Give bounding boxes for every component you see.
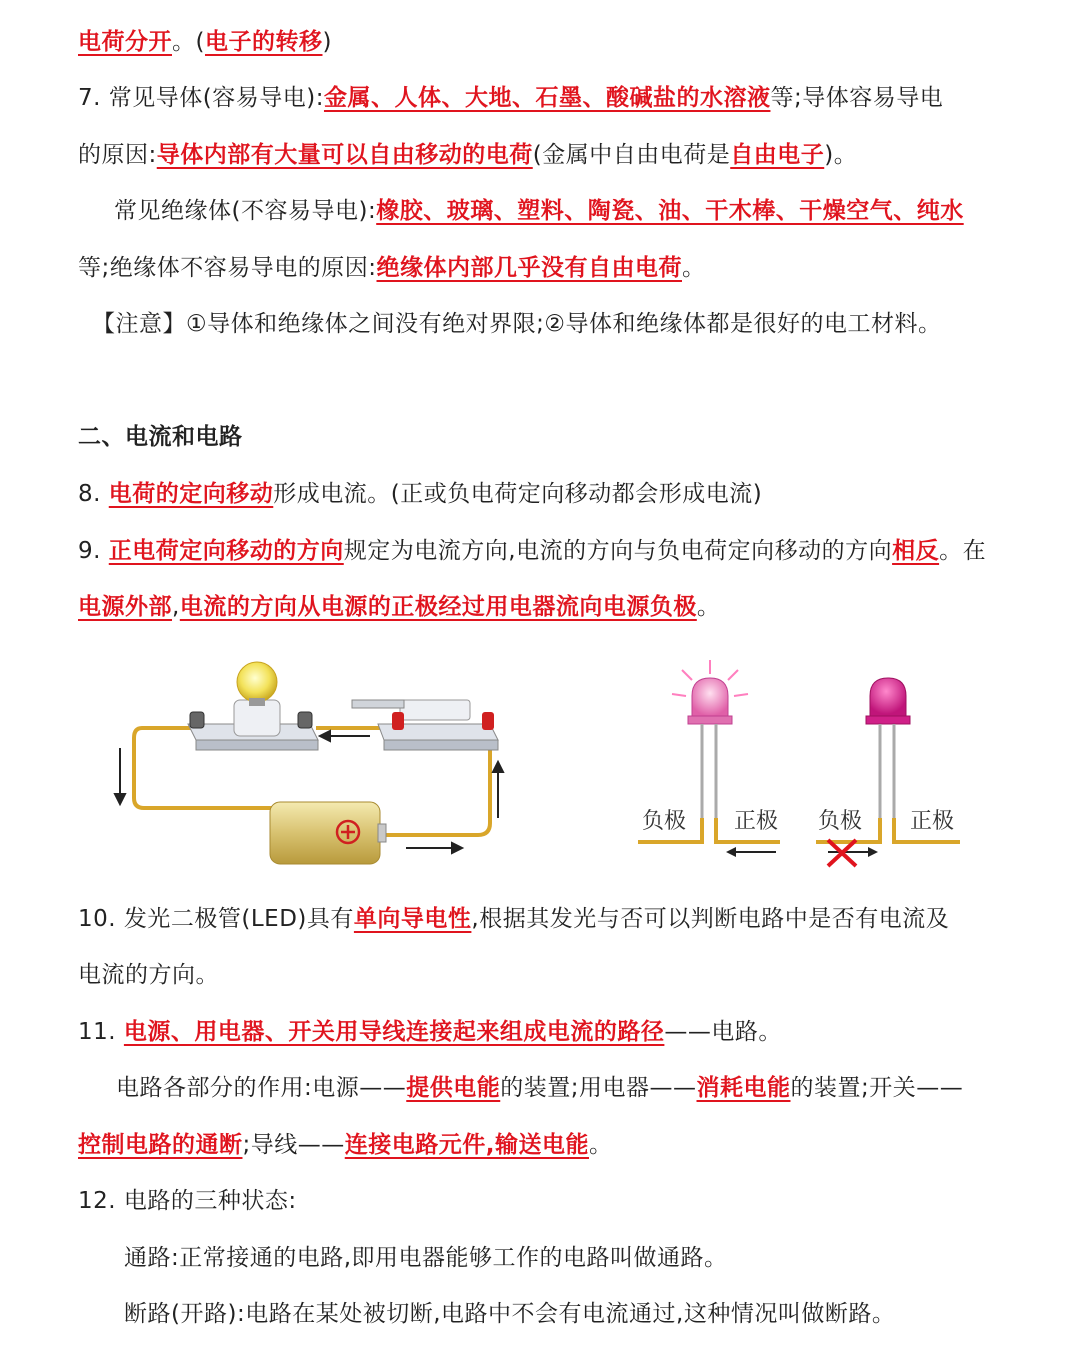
state-closed: 通路:正常接通的电路,即用电器能够工作的电路叫做通路。 xyxy=(124,1245,728,1271)
item9-line2: 电源外部,电流的方向从电源的正极经过用电器流向电源负极。 xyxy=(78,594,721,620)
outside-source: 电源外部 xyxy=(78,594,172,620)
item11-line1: 11. 电源、用电器、开关用导线连接起来组成电流的路径——电路。 xyxy=(78,1019,782,1045)
lamp xyxy=(188,662,318,750)
positive-direction: 正电荷定向移动的方向 xyxy=(108,538,344,564)
top-line: 电荷分开。(电子的转移) xyxy=(78,29,332,55)
directional-movement: 电荷的定向移动 xyxy=(108,481,274,507)
led2-positive-label: 正极 xyxy=(910,809,955,834)
free-electrons: 自由电子 xyxy=(730,142,825,168)
led-unlit xyxy=(866,678,910,820)
battery xyxy=(270,802,386,864)
conductor-reason: 导体内部有大量可以自由移动的电荷 xyxy=(156,142,533,168)
state-open: 断路(开路):电路在某处被切断,电路中不会有电流通过,这种情况叫做断路。 xyxy=(124,1301,896,1327)
highlight-electron-transfer: 电子的转移 xyxy=(204,29,323,55)
item11-line2: 电路各部分的作用:电源——提供电能的装置;用电器——消耗电能的装置;开关—— xyxy=(116,1075,964,1101)
supply-energy: 提供电能 xyxy=(406,1075,501,1101)
led-diagram xyxy=(630,660,970,875)
section-title: 二、电流和电路 xyxy=(78,424,243,450)
item7-note: 【注意】①导体和绝缘体之间没有绝对界限;②导体和绝缘体都是很好的电工材料。 xyxy=(92,311,942,337)
led1-positive-label: 正极 xyxy=(734,809,779,834)
insulators-list: 橡胶、玻璃、塑料、陶瓷、油、干木棒、干燥空气、纯水 xyxy=(376,198,964,224)
connect-components: 连接电路元件,输送电能 xyxy=(344,1132,589,1158)
item9-line1: 9. 正电荷定向移动的方向规定为电流方向,电流的方向与负电荷定向移动的方向相反。在 xyxy=(78,538,987,564)
conductors-list: 金属、人体、大地、石墨、酸碱盐的水溶液 xyxy=(323,85,771,111)
insulator-reason: 绝缘体内部几乎没有自由电荷 xyxy=(376,255,682,281)
unidirectional-conduction: 单向导电性 xyxy=(353,906,472,932)
led2-negative-label: 负极 xyxy=(818,809,863,834)
control-circuit: 控制电路的通断 xyxy=(78,1132,243,1158)
item7-line1: 7. 常见导体(容易导电):金属、人体、大地、石墨、酸碱盐的水溶液等;导体容易导电 xyxy=(78,85,944,111)
item7-line3: 常见绝缘体(不容易导电):橡胶、玻璃、塑料、陶瓷、油、干木棒、干燥空气、纯水 xyxy=(114,198,964,224)
item12-title: 12. 电路的三种状态: xyxy=(78,1188,297,1214)
item8: 8. 电荷的定向移动形成电流。(正或负电荷定向移动都会形成电流) xyxy=(78,481,763,507)
circuit-definition: 电源、用电器、开关用导线连接起来组成电流的路径 xyxy=(123,1019,665,1045)
consume-energy: 消耗电能 xyxy=(696,1075,791,1101)
item10-line1: 10. 发光二极管(LED)具有单向导电性,根据其发光与否可以判断电路中是否有电流及 xyxy=(78,906,950,932)
circuit-diagram xyxy=(100,648,520,878)
item7-line2: 的原因:导体内部有大量可以自由移动的电荷(金属中自由电荷是自由电子)。 xyxy=(78,142,858,168)
highlight-charge-separation: 电荷分开 xyxy=(78,29,172,55)
switch xyxy=(352,700,498,750)
item7-line4: 等;绝缘体不容易导电的原因:绝缘体内部几乎没有自由电荷。 xyxy=(78,255,706,281)
item11-line3: 控制电路的通断;导线——连接电路元件,输送电能。 xyxy=(78,1132,613,1158)
led-lit xyxy=(672,660,748,820)
led1-negative-label: 负极 xyxy=(642,809,687,834)
current-direction-rule: 电流的方向从电源的正极经过用电器流向电源负极 xyxy=(179,594,697,620)
led1-arrow xyxy=(726,847,776,857)
item10-line2: 电流的方向。 xyxy=(78,962,219,988)
opposite: 相反 xyxy=(892,538,940,564)
